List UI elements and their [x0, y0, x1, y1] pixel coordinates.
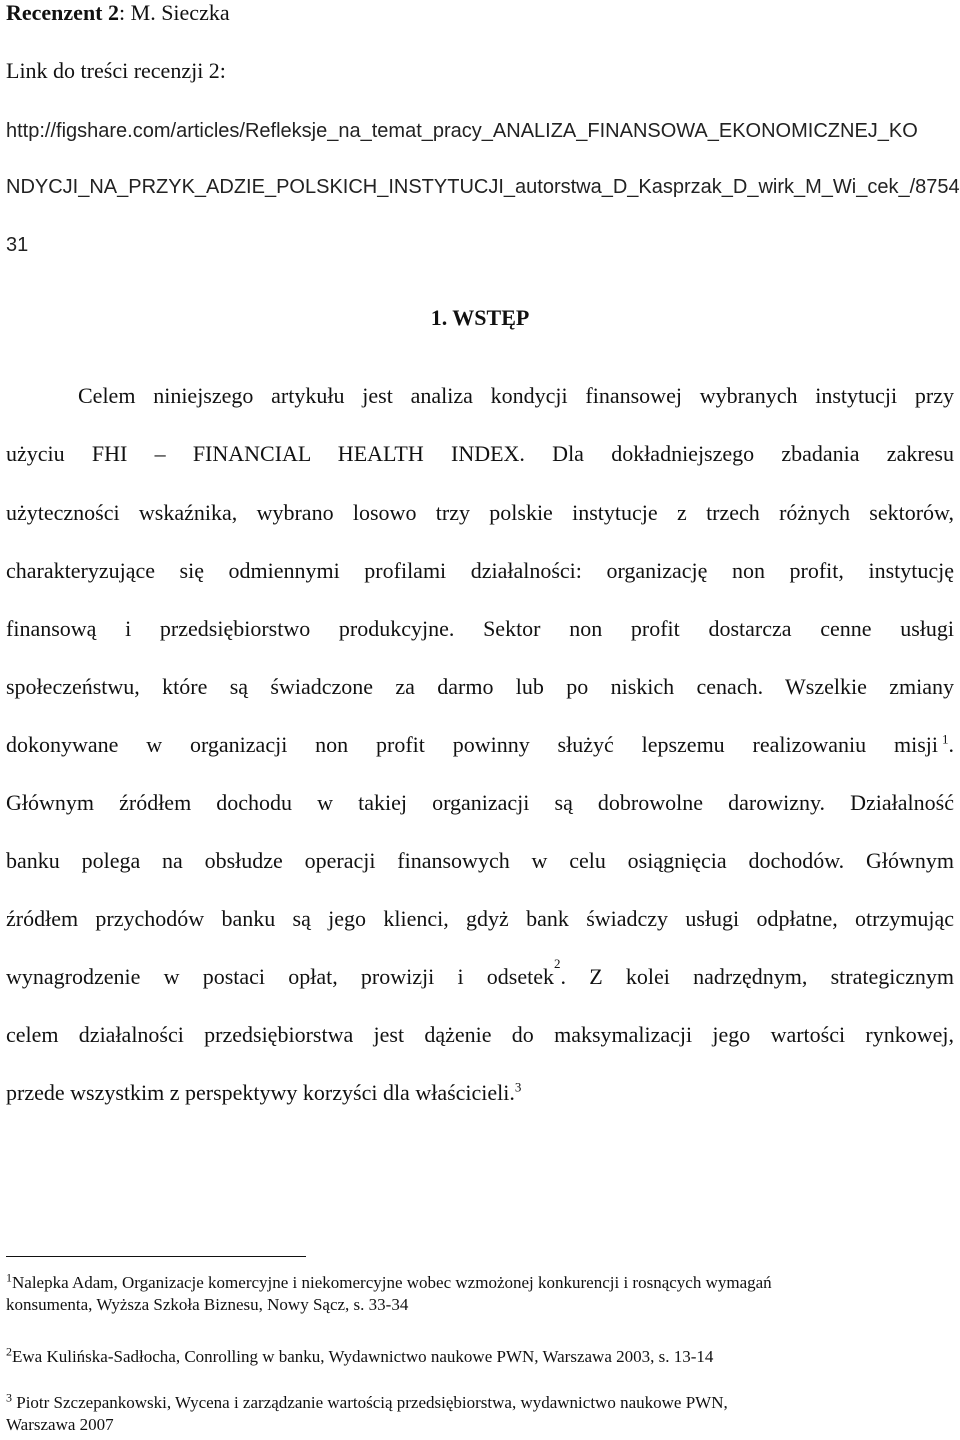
- review-link-line-3[interactable]: 31: [6, 234, 29, 256]
- body-line-11-text-b: . Z kolei nadrzędnym, strategicznym: [560, 964, 954, 989]
- review-link-line-2[interactable]: NDYCJI_NA_PRZYK_ADZIE_POLSKICH_INSTYTUCJI_autorstwa_D_Kasprzak_D_wirk_M_Wi_cek_/8754: [6, 176, 960, 198]
- link-label: Link do treści recenzji 2:: [6, 58, 226, 83]
- footnote-ref-2[interactable]: 2: [554, 956, 561, 971]
- body-line-10: źródłem przychodów banku są jego klienci, gdyż bank świadczy usługi odpłatne, otrzymując: [6, 906, 954, 931]
- footnote-3-text-cont: Warszawa 2007: [6, 1415, 114, 1434]
- body-line-8: Głównym źródłem dochodu w takiej organizacji są dobrowolne darowizny. Działalność: [6, 790, 954, 815]
- reviewer-line: [6, 0, 230, 26]
- body-line-1: Celem niniejszego artykułu jest analiza kondycji finansowej wybranych instytucji przy: [78, 383, 954, 408]
- body-line-13: [6, 1080, 521, 1106]
- footnote-3-text: Piotr Szczepankowski, Wycena i zarządzanie wartością przedsiębiorstwa, wydawnictwo naukowe PWN,: [12, 1393, 728, 1412]
- reviewer-name: : M. Sieczka: [119, 0, 230, 25]
- footnote-1-text-cont: konsumenta, Wyższa Szkoła Biznesu, Nowy Sącz, s. 33-34: [6, 1295, 409, 1314]
- body-line-3: użyteczności wskaźnika, wybrano losowo trzy polskie instytucje z trzech różnych sektorów,: [6, 500, 954, 525]
- body-line-7: [6, 732, 954, 758]
- body-line-7-end: .: [948, 732, 954, 757]
- footnote-2: [6, 1346, 954, 1368]
- footnote-3-number: 3: [6, 1390, 12, 1405]
- body-line-13-text: przede wszystkim z perspektywy korzyści dla właścicieli.: [6, 1080, 515, 1105]
- footnote-1-text: Nalepka Adam, Organizacje komercyjne i niekomercyjne wobec wzmożonej konkurencji i rosnących wymagań: [12, 1273, 772, 1292]
- section-heading: 1. WSTĘP: [430, 305, 530, 330]
- body-line-12: celem działalności przedsiębiorstwa jest dążenie do maksymalizacji jego wartości rynkowej,: [6, 1022, 954, 1047]
- body-line-2: użyciu FHI – FINANCIAL HEALTH INDEX. Dla dokładniejszego zbadania zakresu: [6, 441, 954, 466]
- reviewer-label: Recenzent 2: [6, 0, 120, 25]
- body-line-5: finansową i przedsiębiorstwo produkcyjne. Sektor non profit dostarcza cenne usługi: [6, 616, 954, 641]
- footnote-2-number: 2: [6, 1344, 12, 1359]
- footnote-1-number: 1: [6, 1270, 12, 1285]
- footnote-ref-3[interactable]: 3: [514, 1079, 522, 1095]
- footnote-1: [6, 1272, 954, 1316]
- footnote-2-text: Ewa Kulińska-Sadłocha, Conrolling w banku, Wydawnictwo naukowe PWN, Warszawa 2003, s. 13-14: [12, 1347, 714, 1366]
- body-line-6: społeczeństwu, które są świadczone za darmo lub po niskich cenach. Wszelkie zmiany: [6, 674, 954, 699]
- body-line-4: charakteryzujące się odmiennymi profilami działalności: organizację non profit, instytucję: [6, 558, 954, 583]
- body-line-9: banku polega na obsłudze operacji finansowych w celu osiągnięcia dochodów. Głównym: [6, 848, 954, 873]
- body-line-7-text: dokonywane w organizacji non profit powinny służyć lepszemu realizowaniu misji: [6, 732, 938, 757]
- review-link-line-1[interactable]: http://figshare.com/articles/Refleksje_na_temat_pracy_ANALIZA_FINANSOWA_EKONOMICZNEJ_KO: [6, 120, 918, 142]
- footnote-3: [6, 1392, 954, 1436]
- body-line-11: [6, 956, 954, 990]
- footnote-ref-1[interactable]: 1: [942, 731, 949, 747]
- footnote-separator: [6, 1256, 306, 1257]
- body-line-11-text-a: wynagrodzenie w postaci opłat, prowizji i odsetek: [6, 964, 554, 989]
